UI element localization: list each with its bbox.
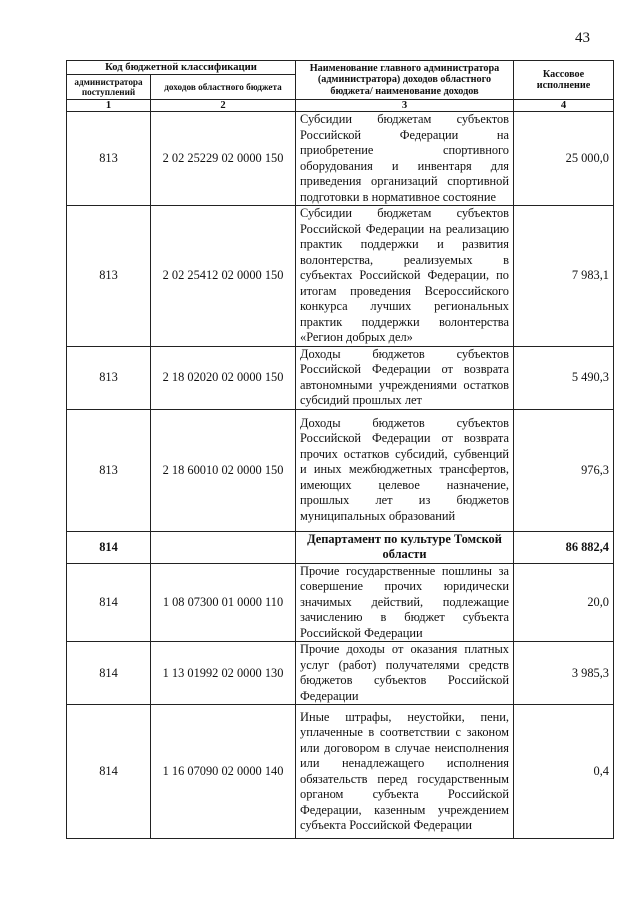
department-name-cell: Департамент по культуре Томской области	[296, 531, 514, 563]
revenue-name-cell: Прочие доходы от оказания платных услуг (работ) получателями средств бюджетов субъектов Российской Федерации	[296, 642, 514, 705]
admin-code-cell: 813	[67, 206, 151, 347]
department-revenue-code-cell	[151, 531, 296, 563]
revenue-code-cell: 1 13 01992 02 0000 130	[151, 642, 296, 705]
amount-cell: 7 983,1	[514, 206, 614, 347]
classification-code-header: Код бюджетной классификации	[67, 61, 296, 75]
revenue-name-cell: Субсидии бюджетам субъектов Российской Федерации на реализацию практик поддержки и развития волонтерства, реализуемых в субъектах Российской Федерации, по итогам проведения Всероссийского конкурса лучших региональных практик поддержки волонтерства «Регион добрых дел»	[296, 206, 514, 347]
department-admin-code-cell: 814	[67, 531, 151, 563]
budget-revenue-table	[66, 60, 614, 839]
admin-code-cell: 814	[67, 705, 151, 839]
table-row	[67, 206, 614, 347]
column-number-3: 3	[296, 100, 514, 112]
table-row	[67, 112, 614, 206]
admin-code-column-header: администратора поступлений	[67, 75, 151, 100]
revenue-code-cell: 1 08 07300 01 0000 110	[151, 563, 296, 642]
column-number-1: 1	[67, 100, 151, 112]
table-row	[67, 705, 614, 839]
revenue-name-cell: Иные штрафы, неустойки, пени, уплаченные в соответствии с законом или договором в случае неисполнения или ненадлежащего исполнения обязательств перед государственным органом субъекта Российской Федерации, казенным учреждением субъекта Российской Федерации	[296, 705, 514, 839]
revenue-name-cell: Доходы бюджетов субъектов Российской Федерации от возврата прочих остатков субсидий, субвенций и иных межбюджетных трансфертов, имеющих целевое назначение, прошлых лет из бюджетов муниципальных образований	[296, 409, 514, 531]
department-amount-cell: 86 882,4	[514, 531, 614, 563]
table-row	[67, 563, 614, 642]
table-row	[67, 642, 614, 705]
amount-cell: 25 000,0	[514, 112, 614, 206]
column-number-2: 2	[151, 100, 296, 112]
revenue-code-cell: 2 18 02020 02 0000 150	[151, 346, 296, 409]
amount-column-header: Кассовое исполнение	[514, 61, 614, 100]
name-column-header: Наименование главного администратора (администратора) доходов областного бюджета/ наименование доходов	[296, 61, 514, 100]
amount-cell: 20,0	[514, 563, 614, 642]
admin-code-cell: 813	[67, 346, 151, 409]
revenue-code-cell: 1 16 07090 02 0000 140	[151, 705, 296, 839]
admin-code-cell: 814	[67, 642, 151, 705]
revenue-code-column-header: доходов областного бюджета	[151, 75, 296, 100]
table-row	[67, 409, 614, 531]
revenue-code-cell: 2 02 25229 02 0000 150	[151, 112, 296, 206]
amount-cell: 5 490,3	[514, 346, 614, 409]
table-body	[67, 112, 614, 839]
table-row	[67, 346, 614, 409]
table-header	[67, 61, 614, 112]
amount-cell: 0,4	[514, 705, 614, 839]
revenue-name-cell: Прочие государственные пошлины за совершение прочих юридически значимых действий, подлежащие зачислению в бюджет субъекта Российской Федерации	[296, 563, 514, 642]
revenue-name-cell: Субсидии бюджетам субъектов Российской Федерации на приобретение спортивного оборудования и инвентаря для приведения организаций спортивной подготовки в нормативное состояние	[296, 112, 514, 206]
admin-code-cell: 814	[67, 563, 151, 642]
revenue-name-cell: Доходы бюджетов субъектов Российской Федерации от возврата автономными учреждениями остатков субсидий прошлых лет	[296, 346, 514, 409]
revenue-code-cell: 2 18 60010 02 0000 150	[151, 409, 296, 531]
amount-cell: 3 985,3	[514, 642, 614, 705]
department-row	[67, 531, 614, 563]
admin-code-cell: 813	[67, 112, 151, 206]
revenue-code-cell: 2 02 25412 02 0000 150	[151, 206, 296, 347]
page-number: 43	[575, 30, 590, 46]
amount-cell: 976,3	[514, 409, 614, 531]
admin-code-cell: 813	[67, 409, 151, 531]
column-number-4: 4	[514, 100, 614, 112]
